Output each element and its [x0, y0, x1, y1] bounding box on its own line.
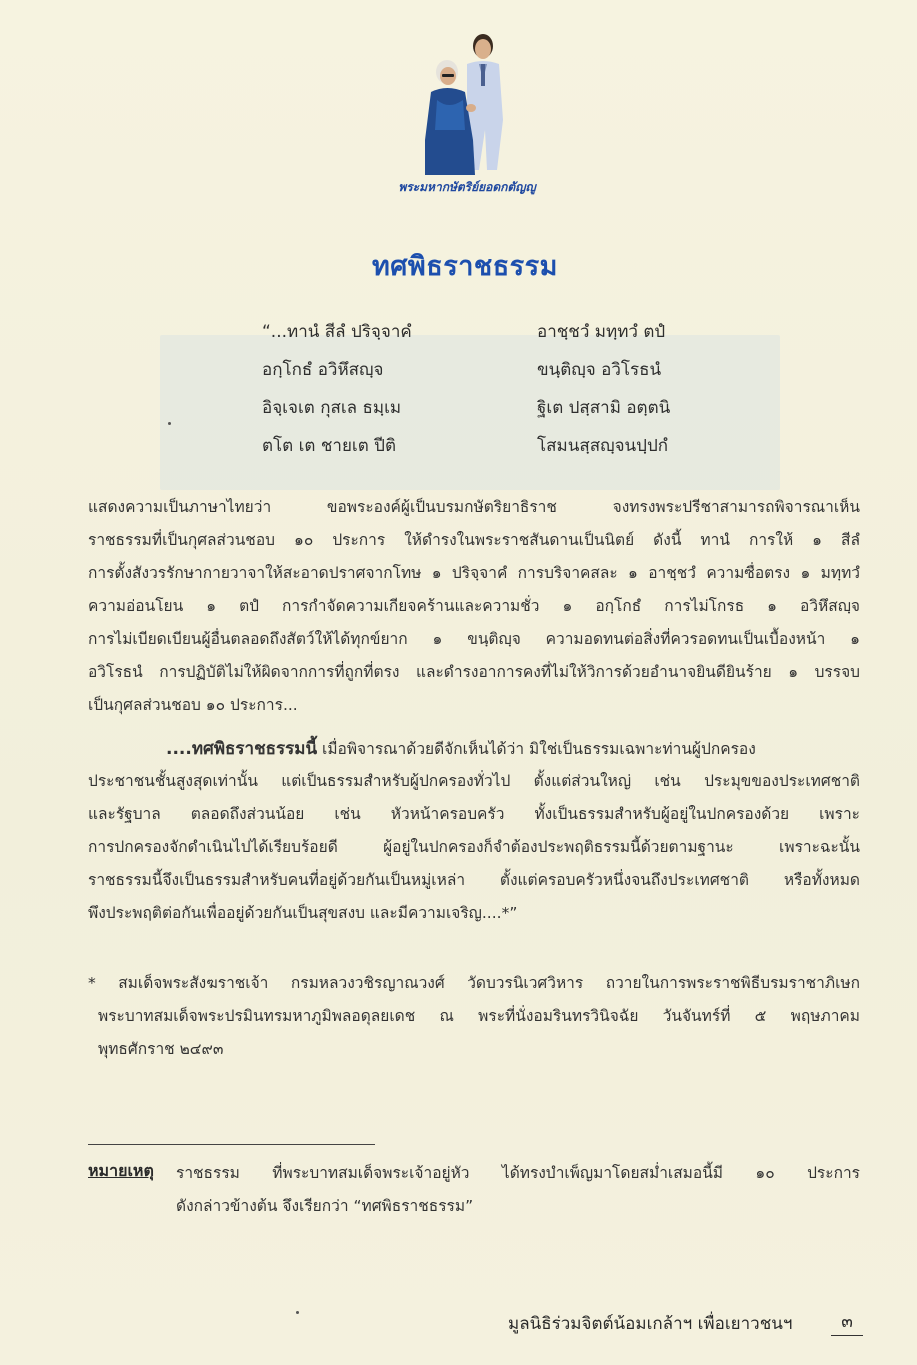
print-speck	[168, 422, 171, 425]
paragraph-first-line	[166, 735, 860, 762]
paragraph-line: ประชาชนชั้นสูงสุดเท่านั้น แต่เป็นธรรมสำหรับผู้ปกครองทั่วไป ตั้งแต่ส่วนใหญ่ เช่น ประมุขของประเทศชาติ	[88, 772, 860, 790]
note-line: ดังกล่าวข้างต้น จึงเรียกว่า “ทศพิธราชธรรม”	[176, 1197, 474, 1215]
verse-line: ขนฺติญฺจ อวิโรธนํ	[537, 360, 662, 380]
separator-rule	[88, 1144, 375, 1145]
paragraph-line: อวิโรธนํ การปฏิบัติไม่ให้ผิดจากการที่ถูกที่ตรง และดำรงอาการคงที่ไม่ให้วิการด้วยอำนาจยินดียินร้าย ๑ บรรจบ	[88, 663, 860, 681]
paragraph-line: พึงประพฤติต่อกันเพื่ออยู่ด้วยกันเป็นสุขสงบ และมีความเจริญ....*”	[88, 904, 518, 922]
note-label: หมายเหตุ	[88, 1161, 154, 1180]
photo-caption: พระมหากษัตริย์ยอดกตัญญู	[398, 180, 536, 194]
paragraph-line: การปกครองจักดำเนินไปได้เรียบร้อยดี ผู้อยู่ในปกครองก็จำต้องประพฤติธรรมนี้ด้วยตามฐานะ เพราะฉะนั้น	[88, 838, 860, 856]
paragraph-line: การตั้งสังวรรักษากายวาจาให้สะอาดปราศจากโทษ ๑ ปริจฺจาคํ การบริจาคสละ ๑ อาชฺชวํ ความซื่อตรง ๑ มทฺทวํ	[88, 564, 860, 582]
paragraph-text: เมื่อพิจารณาด้วยดีจักเห็นได้ว่า มิใช่เป็นธรรมเฉพาะท่านผู้ปกครอง	[317, 740, 756, 758]
verse-line: “...ทานํ สีลํ ปริจฺจาคํ	[262, 322, 412, 342]
paragraph-line: ราชธรรมที่เป็นกุศลส่วนชอบ ๑๐ ประการ ให้ดำรงในพระราชสันดานเป็นนิตย์ ดังนี้ ทานํ การให้ ๑ สีลํ	[88, 531, 860, 549]
paragraph-line: แสดงความเป็นภาษาไทยว่า ขอพระองค์ผู้เป็นบรมกษัตริยาธิราช จงทรงพระปรีชาสามารถพิจารณาเห็น	[88, 498, 860, 516]
footer-text: มูลนิธิร่วมจิตต์น้อมเกล้าฯ เพื่อเยาวชนฯ	[508, 1314, 793, 1334]
verse-line: ตโต เต ชายเต ปีติ	[262, 436, 396, 456]
footnote-line: พุทธศักราช ๒๔๙๓	[98, 1040, 224, 1058]
verse-line: อิจฺเจเต กุสเล ธมฺเม	[262, 398, 402, 418]
bold-lead-text: ....ทศพิธราชธรรมนี้	[166, 739, 318, 759]
note-line: ราชธรรม ที่พระบาทสมเด็จพระเจ้าอยู่หัว ได้ทรงบำเพ็ญมาโดยสม่ำเสมอนี้มี ๑๐ ประการ	[176, 1164, 860, 1182]
footnote-line: * สมเด็จพระสังฆราชเจ้า กรมหลวงวชิรญาณวงศ์ วัดบวรนิเวศวิหาร ถวายในการพระราชพิธีบรมราชาภิเษก	[88, 974, 860, 992]
page-title: ทศพิธราชธรรม	[372, 251, 558, 282]
verse-line: ฐิเต ปสฺสามิ อตฺตนิ	[537, 398, 671, 418]
royal-photo	[415, 30, 515, 180]
paragraph-line: เป็นกุศลส่วนชอบ ๑๐ ประการ...	[88, 696, 298, 714]
paragraph-line: การไม่เบียดเบียนผู้อื่นตลอดถึงสัตว์ให้ได้ทุกข์ยาก ๑ ขนฺติญฺจ ความอดทนต่อสิ่งที่ควรอดทนเป็นเบื้องหน้า ๑	[88, 630, 860, 648]
bleed-through-panel	[160, 335, 780, 490]
page-number: ๓	[831, 1308, 863, 1336]
paragraph-line: และรัฐบาล ตลอดถึงส่วนน้อย เช่น หัวหน้าครอบครัว ทั้งเป็นธรรมสำหรับผู้อยู่ในปกครองด้วย เพราะ	[88, 805, 860, 823]
verse-line: อาชฺชวํ มทฺทวํ ตปํ	[537, 322, 666, 342]
verse-line: โสมนสฺสญฺจนปฺปกํ	[537, 436, 669, 456]
print-speck	[296, 1311, 299, 1314]
paragraph-line: ราชธรรมนี้จึงเป็นธรรมสำหรับคนที่อยู่ด้วยกันเป็นหมู่เหล่า ตั้งแต่ครอบครัวหนึ่งจนถึงประเทศชาติ หรือทั้งหมด	[88, 871, 860, 889]
verse-line: อกฺโกธํ อวิหึสญฺจ	[262, 360, 384, 380]
paragraph-line: ความอ่อนโยน ๑ ตปํ การกำจัดความเกียจคร้านและความชั่ว ๑ อกฺโกธํ การไม่โกรธ ๑ อวิหึสญฺจ	[88, 597, 860, 615]
footnote-line: พระบาทสมเด็จพระปรมินทรมหาภูมิพลอดุลยเดช ณ พระที่นั่งอมรินทรวินิจฉัย วันจันทร์ที่ ๕ พฤษภาคม	[98, 1007, 860, 1025]
